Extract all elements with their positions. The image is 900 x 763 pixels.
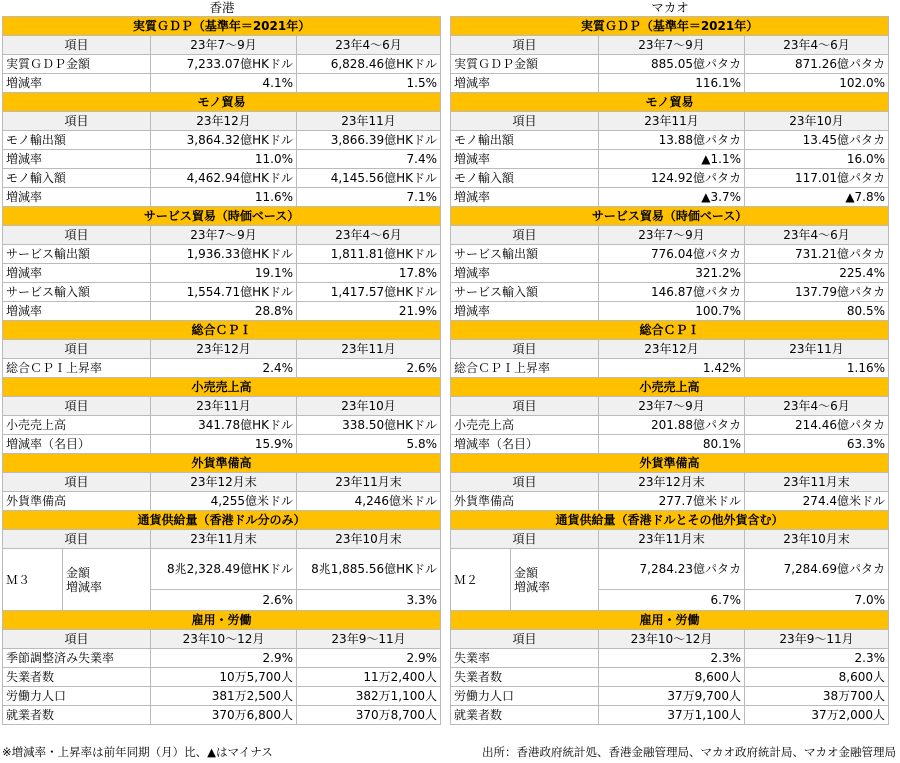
section-header-money <box>451 511 889 530</box>
row-label: 実質ＧＤＰ金額 <box>3 55 151 74</box>
table-row <box>451 264 889 283</box>
data-cell: 2.6% <box>151 590 297 611</box>
data-cell: 146.87億パタカ <box>599 283 745 302</box>
data-cell: 4,462.94億HKドル <box>151 169 297 188</box>
section-title: 小売売上高 <box>3 378 441 397</box>
column-header: 23年12月末 <box>599 473 745 492</box>
data-cell: 2.3% <box>599 649 745 668</box>
data-cell: 1.16% <box>745 359 889 378</box>
row-label: モノ輸入額 <box>451 169 599 188</box>
section-title: 雇用・労働 <box>3 611 441 630</box>
data-cell: 21.9% <box>297 302 441 321</box>
column-header: 23年11月 <box>599 112 745 131</box>
region-title: 香港 <box>209 0 235 15</box>
section-title: 外貨準備高 <box>3 454 441 473</box>
table-row <box>451 435 889 454</box>
section-header-reserve <box>451 454 889 473</box>
column-header-row <box>451 226 889 245</box>
source-note: 出所：香港政府統計処、香港金融管理局、マカオ政府統計局、マカオ金融管理局 <box>482 745 896 759</box>
data-cell: 382万1,100人 <box>297 687 441 706</box>
row-label: サービス輸出額 <box>451 245 599 264</box>
data-cell: 13.88億パタカ <box>599 131 745 150</box>
data-cell: 338.50億HKドル <box>297 416 441 435</box>
table-row <box>451 706 889 725</box>
column-header: 23年11月末 <box>297 473 441 492</box>
data-cell: 102.0% <box>745 74 889 93</box>
data-cell: 100.7% <box>599 302 745 321</box>
column-header: 23年11月末 <box>599 530 745 549</box>
column-header: 項目 <box>451 473 599 492</box>
section-title: 実質ＧＤＰ（基準年＝2021年） <box>3 17 441 36</box>
section-header-retail <box>3 378 441 397</box>
row-label: 外貨準備高 <box>3 492 151 511</box>
column-header: 項目 <box>3 630 151 649</box>
section-header-gdp <box>3 17 441 36</box>
row-label: 就業者数 <box>451 706 599 725</box>
table-row <box>451 687 889 706</box>
row-label: 増減率 <box>3 302 151 321</box>
table-row <box>451 245 889 264</box>
section-title: 総合ＣＰＩ <box>3 321 441 340</box>
section-title: モノ貿易 <box>451 93 889 112</box>
data-cell: 19.1% <box>151 264 297 283</box>
data-cell: 381万2,500人 <box>151 687 297 706</box>
row-label: 増減率 <box>451 150 599 169</box>
row-label: 総合ＣＰＩ上昇率 <box>3 359 151 378</box>
data-cell: ▲1.1% <box>599 150 745 169</box>
column-header-row <box>451 630 889 649</box>
section-header-trade <box>3 93 441 112</box>
money-aggregate-label: Ｍ２ <box>451 549 511 611</box>
table-row <box>451 74 889 93</box>
data-cell: 1,811.81億HKドル <box>297 245 441 264</box>
data-cell: 8兆2,328.49億HKドル <box>151 549 297 590</box>
data-cell: 7.1% <box>297 188 441 207</box>
row-label: 労働力人口 <box>451 687 599 706</box>
row-label: 増減率 <box>3 150 151 169</box>
column-header-row <box>3 340 441 359</box>
data-cell: 1.5% <box>297 74 441 93</box>
data-cell: 214.46億パタカ <box>745 416 889 435</box>
stats-table <box>2 16 441 725</box>
row-label: 季節調整済み失業率 <box>3 649 151 668</box>
table-row <box>3 283 441 302</box>
column-header: 項目 <box>3 397 151 416</box>
table-row <box>3 435 441 454</box>
row-label: モノ輸入額 <box>3 169 151 188</box>
data-cell: 8,600人 <box>745 668 889 687</box>
section-header-gdp <box>451 17 889 36</box>
column-header: 23年9～11月 <box>745 630 889 649</box>
column-header-row <box>3 36 441 55</box>
data-cell: 370万6,800人 <box>151 706 297 725</box>
table-row <box>451 492 889 511</box>
column-header: 23年12月 <box>151 112 297 131</box>
row-label: 就業者数 <box>3 706 151 725</box>
macau-column <box>450 0 890 725</box>
column-header-row <box>451 397 889 416</box>
column-header: 項目 <box>451 112 599 131</box>
table-row <box>3 245 441 264</box>
column-header-row <box>3 397 441 416</box>
section-header-trade <box>451 93 889 112</box>
section-header-reserve <box>3 454 441 473</box>
row-label: サービス輸出額 <box>3 245 151 264</box>
data-cell: 7.4% <box>297 150 441 169</box>
section-title: サービス貿易（時価ベース） <box>3 207 441 226</box>
stats-table <box>450 16 889 725</box>
data-cell: 8兆1,885.56億HKドル <box>297 549 441 590</box>
table-row <box>451 131 889 150</box>
column-header: 23年10～12月 <box>151 630 297 649</box>
column-header: 23年7～9月 <box>151 226 297 245</box>
data-cell: 17.8% <box>297 264 441 283</box>
data-cell: 7,233.07億HKドル <box>151 55 297 74</box>
row-label: 増減率 <box>451 264 599 283</box>
data-cell: 7.0% <box>745 590 889 611</box>
column-header: 23年11月 <box>151 397 297 416</box>
row-label: サービス輸入額 <box>451 283 599 302</box>
data-cell: 277.7億米ドル <box>599 492 745 511</box>
column-header: 23年7～9月 <box>151 36 297 55</box>
data-cell: 2.4% <box>151 359 297 378</box>
data-cell: 80.1% <box>599 435 745 454</box>
row-label: サービス輸入額 <box>3 283 151 302</box>
column-header-row <box>451 36 889 55</box>
column-header: 項目 <box>451 226 599 245</box>
section-header-retail <box>451 378 889 397</box>
data-cell: 2.3% <box>745 649 889 668</box>
column-header: 23年12月 <box>599 340 745 359</box>
column-header: 23年10月 <box>745 112 889 131</box>
column-header-row <box>3 530 441 549</box>
data-cell: 11.6% <box>151 188 297 207</box>
data-cell: 15.9% <box>151 435 297 454</box>
data-cell: 28.8% <box>151 302 297 321</box>
table-row <box>3 549 441 590</box>
table-row <box>3 668 441 687</box>
table-row <box>3 302 441 321</box>
column-header: 23年11月末 <box>151 530 297 549</box>
row-label: 総合ＣＰＩ上昇率 <box>451 359 599 378</box>
data-cell: 7,284.69億パタカ <box>745 549 889 590</box>
data-cell: 6.7% <box>599 590 745 611</box>
data-cell: 2.9% <box>151 649 297 668</box>
column-header-row <box>3 112 441 131</box>
table-row <box>3 264 441 283</box>
section-title: モノ貿易 <box>3 93 441 112</box>
data-cell: 37万9,700人 <box>599 687 745 706</box>
data-cell: 871.26億パタカ <box>745 55 889 74</box>
table-row <box>451 283 889 302</box>
data-cell: 341.78億HKドル <box>151 416 297 435</box>
column-header: 23年4～6月 <box>297 226 441 245</box>
sub-label-rate: 増減率 <box>514 579 551 594</box>
table-row <box>3 169 441 188</box>
data-cell: 117.01億パタカ <box>745 169 889 188</box>
column-header: 23年11月末 <box>745 473 889 492</box>
sub-label-amount: 金額 <box>514 565 539 580</box>
table-row <box>451 55 889 74</box>
region-title: マカオ <box>651 0 689 15</box>
data-cell: 1,554.71億HKドル <box>151 283 297 302</box>
table-row <box>3 649 441 668</box>
data-cell: 80.5% <box>745 302 889 321</box>
row-label: 増減率 <box>3 264 151 283</box>
section-title: 総合ＣＰＩ <box>451 321 889 340</box>
data-cell: 3.3% <box>297 590 441 611</box>
hong-kong-column <box>2 0 442 725</box>
table-row <box>451 169 889 188</box>
table-row <box>3 131 441 150</box>
data-cell: 4.1% <box>151 74 297 93</box>
column-header: 23年4～6月 <box>745 226 889 245</box>
data-cell: 225.4% <box>745 264 889 283</box>
row-label: 実質ＧＤＰ金額 <box>451 55 599 74</box>
row-label: モノ輸出額 <box>3 131 151 150</box>
column-header: 項目 <box>451 397 599 416</box>
column-header: 項目 <box>451 36 599 55</box>
section-header-labor <box>3 611 441 630</box>
section-title: 外貨準備高 <box>451 454 889 473</box>
column-header: 項目 <box>3 473 151 492</box>
column-header-row <box>3 473 441 492</box>
data-cell: 6,828.46億HKドル <box>297 55 441 74</box>
row-label: 増減率 <box>451 74 599 93</box>
data-cell: 4,246億米ドル <box>297 492 441 511</box>
money-sub-labels <box>511 549 599 611</box>
row-label: モノ輸出額 <box>451 131 599 150</box>
column-header: 23年4～6月 <box>745 397 889 416</box>
data-cell: 63.3% <box>745 435 889 454</box>
column-header-row <box>451 112 889 131</box>
row-label: 労働力人口 <box>3 687 151 706</box>
column-header: 23年7～9月 <box>599 397 745 416</box>
data-cell: 1,417.57億HKドル <box>297 283 441 302</box>
column-header: 項目 <box>3 340 151 359</box>
column-header: 23年4～6月 <box>297 36 441 55</box>
section-header-service <box>3 207 441 226</box>
data-cell: 7,284.23億パタカ <box>599 549 745 590</box>
table-row <box>451 649 889 668</box>
table-row <box>3 706 441 725</box>
table-row <box>3 150 441 169</box>
table-row <box>3 74 441 93</box>
table-row <box>3 188 441 207</box>
row-label: 外貨準備高 <box>451 492 599 511</box>
column-header: 23年12月 <box>151 340 297 359</box>
column-header: 23年4～6月 <box>745 36 889 55</box>
data-cell: 137.79億パタカ <box>745 283 889 302</box>
data-cell: 776.04億パタカ <box>599 245 745 264</box>
column-header: 23年10月末 <box>745 530 889 549</box>
data-cell: 13.45億パタカ <box>745 131 889 150</box>
data-cell: 10万5,700人 <box>151 668 297 687</box>
data-cell: 11万2,400人 <box>297 668 441 687</box>
column-header: 23年11月 <box>297 340 441 359</box>
data-cell: 1.42% <box>599 359 745 378</box>
column-header-row <box>3 630 441 649</box>
table-row <box>451 359 889 378</box>
column-header: 項目 <box>451 530 599 549</box>
table-row <box>451 302 889 321</box>
data-cell: 4,145.56億HKドル <box>297 169 441 188</box>
data-cell: 4,255億米ドル <box>151 492 297 511</box>
column-header-row <box>451 340 889 359</box>
row-label: 増減率 <box>451 302 599 321</box>
data-cell: 2.6% <box>297 359 441 378</box>
row-label: 増減率 <box>3 74 151 93</box>
table-row <box>451 668 889 687</box>
section-title: 実質ＧＤＰ（基準年＝2021年） <box>451 17 889 36</box>
sub-label-amount: 金額 <box>66 565 91 580</box>
section-title: 雇用・労働 <box>451 611 889 630</box>
data-cell: 370万8,700人 <box>297 706 441 725</box>
row-label: 失業率 <box>451 649 599 668</box>
data-cell: ▲3.7% <box>599 188 745 207</box>
data-cell: 731.21億パタカ <box>745 245 889 264</box>
data-cell: 11.0% <box>151 150 297 169</box>
section-header-cpi <box>3 321 441 340</box>
sub-label-rate: 増減率 <box>66 579 103 594</box>
data-cell: 274.4億米ドル <box>745 492 889 511</box>
column-header: 23年9～11月 <box>297 630 441 649</box>
footnote: ※増減率・上昇率は前年同期（月）比、▲はマイナス <box>2 745 273 759</box>
row-label: 失業者数 <box>451 668 599 687</box>
section-title: サービス貿易（時価ベース） <box>451 207 889 226</box>
row-label: 失業者数 <box>3 668 151 687</box>
section-header-labor <box>451 611 889 630</box>
money-sub-labels <box>63 549 151 611</box>
row-label: 小売売上高 <box>3 416 151 435</box>
row-label: 増減率（名目） <box>451 435 599 454</box>
row-label: 小売売上高 <box>451 416 599 435</box>
data-cell: 37万1,100人 <box>599 706 745 725</box>
table-row <box>451 188 889 207</box>
row-label: 増減率 <box>3 188 151 207</box>
column-header: 23年7～9月 <box>599 226 745 245</box>
data-cell: 38万700人 <box>745 687 889 706</box>
column-header: 項目 <box>3 530 151 549</box>
column-header: 23年12月末 <box>151 473 297 492</box>
data-cell: 3,864.32億HKドル <box>151 131 297 150</box>
data-cell: 2.9% <box>297 649 441 668</box>
data-cell: ▲7.8% <box>745 188 889 207</box>
column-header-row <box>451 473 889 492</box>
data-cell: 124.92億パタカ <box>599 169 745 188</box>
table-row <box>3 359 441 378</box>
table-row <box>3 687 441 706</box>
table-row <box>451 150 889 169</box>
column-header: 項目 <box>451 630 599 649</box>
column-header: 項目 <box>3 226 151 245</box>
table-row <box>451 416 889 435</box>
section-header-money <box>3 511 441 530</box>
table-row <box>3 55 441 74</box>
column-header: 23年10月末 <box>297 530 441 549</box>
column-header: 23年10～12月 <box>599 630 745 649</box>
column-header: 項目 <box>3 112 151 131</box>
money-aggregate-label: Ｍ３ <box>3 549 63 611</box>
data-cell: 37万2,000人 <box>745 706 889 725</box>
column-header: 項目 <box>451 340 599 359</box>
data-cell: 5.8% <box>297 435 441 454</box>
data-cell: 116.1% <box>599 74 745 93</box>
column-header-row <box>3 226 441 245</box>
column-header-row <box>451 530 889 549</box>
section-title: 小売売上高 <box>451 378 889 397</box>
data-cell: 8,600人 <box>599 668 745 687</box>
column-header: 項目 <box>3 36 151 55</box>
column-header: 23年11月 <box>297 112 441 131</box>
data-cell: 3,866.39億HKドル <box>297 131 441 150</box>
section-header-service <box>451 207 889 226</box>
data-cell: 1,936.33億HKドル <box>151 245 297 264</box>
row-label: 増減率（名目） <box>3 435 151 454</box>
table-row <box>3 416 441 435</box>
section-header-cpi <box>451 321 889 340</box>
section-title: 通貨供給量（香港ドル分のみ） <box>3 511 441 530</box>
data-cell: 321.2% <box>599 264 745 283</box>
data-cell: 885.05億パタカ <box>599 55 745 74</box>
table-row <box>3 492 441 511</box>
table-row <box>451 549 889 590</box>
column-header: 23年11月 <box>745 340 889 359</box>
data-cell: 16.0% <box>745 150 889 169</box>
row-label: 増減率 <box>451 188 599 207</box>
section-title: 通貨供給量（香港ドルとその他外貨含む） <box>451 511 889 530</box>
column-header: 23年7～9月 <box>599 36 745 55</box>
data-cell: 201.88億パタカ <box>599 416 745 435</box>
column-header: 23年10月 <box>297 397 441 416</box>
